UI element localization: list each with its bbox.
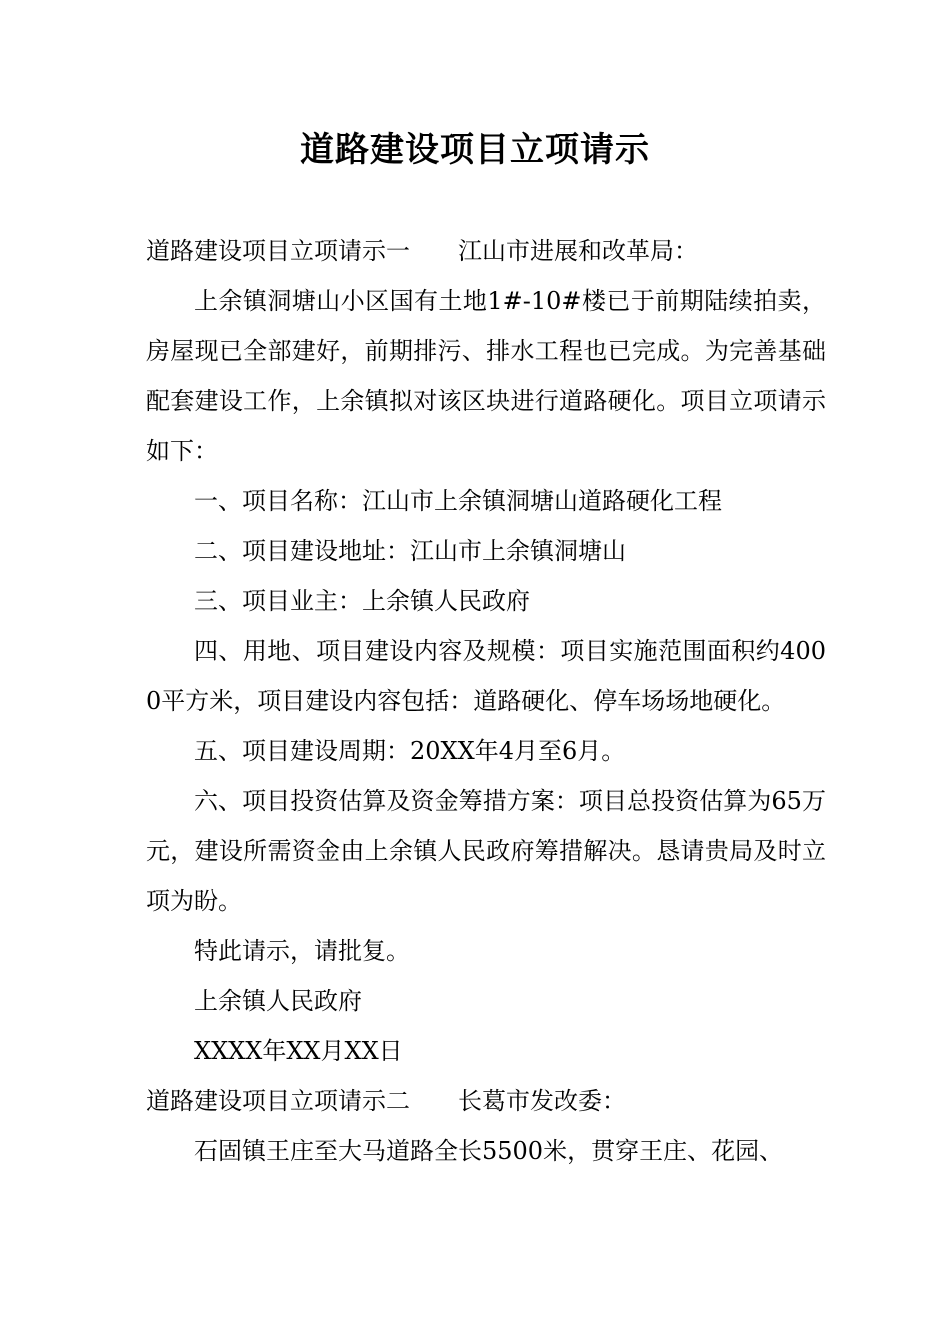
part1-date: XXXX年XX月XX日 [194, 1037, 403, 1065]
part1-item-1: 一、项目名称：江山市上余镇洞塘山道路硬化工程 [194, 487, 722, 515]
part1-item-3: 三、项目业主：上余镇人民政府 [194, 587, 530, 615]
document-title: 道路建设项目立项请示 [300, 130, 650, 170]
part2-heading: 道路建设项目立项请示二 [146, 1087, 410, 1115]
part2-heading-line [146, 1076, 826, 1126]
part2-addressee: 长葛市发改委： [458, 1087, 626, 1115]
part1-item-5: 五、项目建设周期：20XX年4月至6月。 [194, 737, 626, 765]
part1-addressee: 江山市进展和改革局： [458, 237, 698, 265]
part1-signature: 上余镇人民政府 [194, 987, 362, 1015]
part1-heading-line [146, 226, 826, 276]
part1-intro: 上余镇洞塘山小区国有土地1#-10#楼已于前期陆续拍卖，房屋现已全部建好，前期排污、排水工程也已完成。为完善基础配套建设工作，上余镇拟对该区块进行道路硬化。项目立项请示如下： [146, 287, 826, 465]
part1-item-4: 四、用地、项目建设内容及规模：项目实施范围面积约4000平方米，项目建设内容包括：道路硬化、停车场场地硬化。 [146, 637, 826, 715]
part2-intro: 石固镇王庄至大马道路全长5500米，贯穿王庄、花园、 [194, 1137, 784, 1165]
part1-heading: 道路建设项目立项请示一 [146, 237, 410, 265]
part1-closing: 特此请示，请批复。 [194, 937, 410, 965]
part1-item-6: 六、项目投资估算及资金筹措方案：项目总投资估算为65万元，建设所需资金由上余镇人民政府筹措解决。恳请贵局及时立项为盼。 [146, 787, 826, 915]
part1-item-2: 二、项目建设地址：江山市上余镇洞塘山 [194, 537, 626, 565]
document-body [146, 226, 826, 1176]
